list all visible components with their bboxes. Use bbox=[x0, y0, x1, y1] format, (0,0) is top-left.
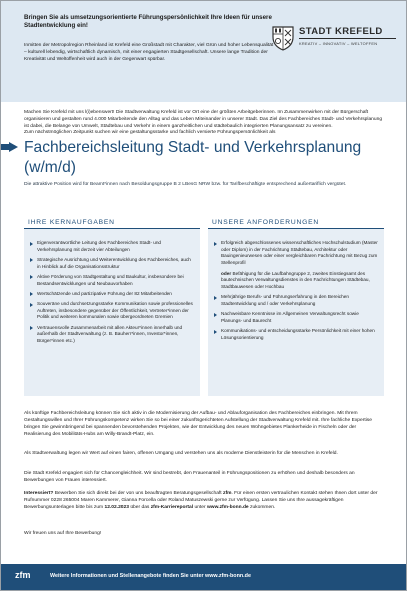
bullet-arrow-icon bbox=[30, 292, 33, 296]
list-item: Wertschätzende und partizipative Führung der 82 Mitarbeitenden bbox=[30, 291, 194, 298]
coat-of-arms-icon bbox=[271, 25, 295, 51]
bullet-arrow-icon bbox=[214, 296, 217, 300]
intro-title: Bringen Sie als umsetzungsorientierte Führungspersönlichkeit Ihre Ideen für unsere Stadtentwicklung ein! bbox=[24, 14, 272, 30]
bullet-arrow-icon bbox=[30, 242, 33, 246]
bullet-arrow-icon bbox=[214, 242, 217, 246]
contact-paragraph: Interessiert? Bewerben Sie sich direkt bei der von uns beauftragten Beratungsgesellschaft zfm. Für einen ersten vertraulichen Kontakt stehen Ihnen dort unter der Rufnummer 0228 265004 Maren Kammerer, Gianna Forcella oder Roland Matuszewski gerne zur Verfügung. Lassen Sie uns Ihre aussagekräftigen Bewerbungsunterlagen bitte bis zum 12.02.2023 über das zfm-Karriereportal unter www.zfm-bonn.de zukommen. bbox=[24, 491, 378, 511]
intro-paragraph-1: Machen Sie Krefeld mit uns l(i)ebenswert! Die Stadtverwaltung Krefeld ist vor Ort eine der größten Arbeitgeberinnen. Im Zusammenwirken mit der Bürgerschaft organisieren und gestalten rund 4.000 Mitarbeitende den Alltag und das Leben Miteinander in unserer Stadt. Das Ziel des Fachbereiches Stadt- und Verkehrsplanung ist dabei, die Belange von Umwelt, Städtebau und Verkehr in einem ganzheitlichen und städtebaulich integrierten Planungsansatz zu vereinen. bbox=[24, 110, 383, 130]
closing-final: Wir freuen uns auf Ihre Bewerbung! bbox=[24, 531, 102, 536]
list-item: Erfolgreich abgeschlossenes wissenschaftliches Hochschulstudium (Master oder Diplom) in der Fachrichtung Städtebau, Architektur oder Bauingenieurwesen oder einer vergleichbaren Fachrichtung mit Bezug zum Stellenprofil oder Befähigung für die Laufbahngruppe 2, zweites Einstiegsamt des bautechnischen Verwaltungsdienstes in den Fachrichtungen Städtebau, Stadtbauwesen oder Hochbau bbox=[214, 240, 378, 291]
bullet-arrow-icon bbox=[30, 303, 33, 307]
footer-text[interactable]: Weitere Informationen und Stellenangebote finden Sie unter www.zfm-bonn.de bbox=[50, 573, 251, 579]
zfm-logo: zfm bbox=[15, 570, 31, 580]
requirements-heading: UNSERE ANFORDERUNGEN bbox=[208, 216, 384, 229]
job-title: Fachbereichsleitung Stadt- und Verkehrsplanung (w/m/d) bbox=[24, 139, 362, 176]
requirements-list bbox=[214, 240, 378, 345]
list-item: Strategische Ausrichtung und Weiterentwicklung des Fachbereiches, auch in Hinblick auf die Organisationsstruktur bbox=[30, 257, 194, 270]
requirements-alternative: oder Befähigung für die Laufbahngruppe 2, zweites Einstiegsamt des bautechnischen Verwaltungsdienstes in den Fachrichtungen Städtebau, Stadtbauwesen oder Hochbau bbox=[221, 270, 370, 290]
bullet-arrow-icon bbox=[30, 326, 33, 330]
list-item: Eigenverantwortliche Leitung des Fachbereiches Stadt- und Verkehrsplanung mit derzeit vier Abteilungen bbox=[30, 240, 194, 253]
bullet-arrow-icon bbox=[30, 275, 33, 279]
list-item: Aktive Förderung von Stadtgestaltung und Baukultur, insbesondere bei Bestandsentwicklungen und Neubauvorhaben bbox=[30, 274, 194, 287]
closing-paragraph-2: Als Stadtverwaltung legen wir Wert auf einen fairen, offenen Umgang und verstehen uns als moderne Dienstleisterin für die Menschen in Krefeld. bbox=[24, 451, 338, 456]
logo-divider bbox=[299, 38, 396, 39]
footer-bar bbox=[1, 564, 406, 590]
closing-paragraph-1: Als künftige Fachbereichsleitung können Sie sich aktiv in die Modernisierung der Aufbau- und Ablauforganisation des Fachbereiches einbringen. Mit Ihrem Gestaltungswillen und Ihrer Führungskompetenz wirken Sie so bei einer zukunftsgerichteten Aufstellung der Stadtverwaltung Krefeld mit. Ihre fachliche Expertise bringen Sie gewinnbringend bei spannenden bevorstehenden Projekten, wie der Entwicklung des neuen Wohngebietes Plankerheide in Fischeln oder der Realisierung des Mobilitäts-Hubs am Willy-Brandt-Platz, ein. bbox=[24, 411, 372, 438]
job-subtitle: Die attraktive Position wird für Beamt*innen nach Besoldungsgruppe B 2 LBesG NRW bzw. für Tarifbeschäftigte entsprechend außertariflich vergütet. bbox=[24, 182, 347, 187]
intro-paragraph-2: Zum nächstmöglichen Zeitpunkt suchen wir eine gestaltungsstarke und fachlich versierte Führungspersönlichkeit als bbox=[24, 130, 276, 135]
list-item: Mehrjährige Berufs- und Führungserfahrung in den Bereichen Stadtentwicklung und / oder Verkehrsplanung bbox=[214, 294, 378, 307]
bullet-arrow-icon bbox=[214, 330, 217, 334]
list-item: Kommunikations- und entscheidungsstarke Persönlichkeit mit einer hohen Lösungsorientierung bbox=[214, 328, 378, 341]
zfm-link[interactable]: www.zfm-bonn.de bbox=[207, 505, 249, 511]
city-logo bbox=[271, 25, 396, 55]
bullet-arrow-icon bbox=[214, 313, 217, 317]
logo-tagline: KREATIV – INNOVATIV – WELTOFFEN bbox=[299, 41, 378, 46]
list-item: Souveräne und durchsetzungsstarke Kommunikation sowie professionelles Auftreten, insbesondere gegenüber der Öffentlichkeit, Vertreter*innen der Politik und weiteren kommunalen sowie übergeordneten Gremien bbox=[30, 301, 194, 321]
title-arrow-icon bbox=[9, 142, 18, 152]
tasks-heading: IHRE KERNAUFGABEN bbox=[24, 216, 200, 229]
logo-name: STADT KREFELD bbox=[299, 26, 383, 37]
closing-paragraph-3: Die Stadt Krefeld engagiert sich für Chancengleichheit. Wir sind bestrebt, den Frauenanteil in Führungspositionen zu erhöhen und deshalb besonders an Bewerbungen von Frauen interessiert. bbox=[24, 471, 355, 484]
list-item: Vertrauensvolle Zusammenarbeit mit allen Akteur*innen innerhalb und außerhalb der Stadtverwaltung (z. B. Bauherr*innen, Investor*innen, Bürger*innen etc.) bbox=[30, 325, 194, 345]
list-item: Nachweisbare Kenntnisse im Allgemeinen Verwaltungsrecht sowie Planungs- und Baurecht bbox=[214, 311, 378, 324]
header-panel bbox=[1, 1, 406, 102]
tasks-panel bbox=[24, 216, 200, 396]
title-arrow-bar bbox=[1, 144, 9, 150]
tasks-list bbox=[30, 240, 194, 348]
requirements-panel bbox=[208, 216, 384, 396]
intro-body: Inmitten der Metropolregion Rheinland ist Krefeld eine Großstadt mit Charakter, viel Grün und hoher Lebensqualität – kulturell lebendig, wirtschaftlich dynamisch, mit einer engagierten Stadtgesellschaft. Unsere lange Tradition der Kreativität und Weltoffenheit wird auch in der Gegenwart spürbar. bbox=[24, 43, 274, 63]
bullet-arrow-icon bbox=[30, 258, 33, 262]
